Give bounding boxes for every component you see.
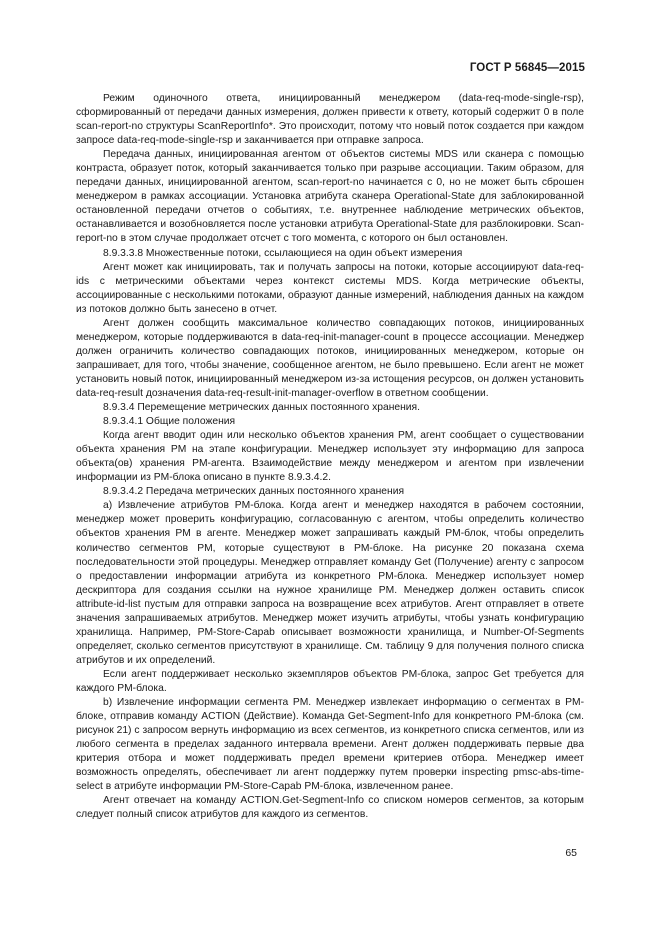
page-number: 65 — [565, 847, 577, 859]
section-heading: 8.9.3.3.8 Множественные потоки, ссылающиеся на один объект измерения — [103, 247, 463, 259]
paragraph: Агент может как инициировать, так и получать запросы на потоки, которые ассоциируют data-req-ids с метрическими объектами через контекст системы MDS. Когда метрические объекты, ассоциированные с несколькими потоками, образуют данные измерений, наблюдения данных на каждом из потоков должно быть занесено в отчет. — [76, 261, 584, 315]
paragraph: Агент должен сообщить максимальное количество совпадающих потоков, инициированных менеджером, которые поддерживаются в data-req-init-manager-count в процессе ассоциации. Менеджер должен ограничить количество совпадающих потоков, инициированных менеджером, которые он запрашивает, для того, чтобы значение, сообщенное агентом, не было превышено. Если агент не может установить новый поток, инициированный менеджером из-за истощения ресурсов, он должен установить data-req-result дозначения data-req-result-init-manager-overflow в ответном сообщении. — [76, 317, 584, 399]
paragraph: Режим одиночного ответа, инициированный менеджером (data-req-mode-single-rsp), сформированный от передачи данных измерения, должен привести к ответу, который содержит 0 в поле scan-report-no структуры ScanReportInfo*. Это происходит, потому что новый поток создается при каждом запросе data-req-mode-single-rsp и заканчивается при отправке запроса. — [76, 93, 584, 147]
paragraph: b) Извлечение информации сегмента PM. Менеджер извлекает информацию о сегментах в PM-блоке, отправив команду ACTION (Действие). Команда Get-Segment-Info для конкретного PM-блока (см. рисунок 21) с запросом вернуть информацию из всех сегментов, из конкретного списка сегментов, или из любого сегмента в пределах заданного интервала времени. Агент должен поддерживать первые два критерия отбора и может поддерживать предел времени критериев отбора. Менеджер имеет возможность определять, обеспечивает ли агент поддержку путем проверки inspecting pmsc-abs-time-select в атрибуте информации PM-Store-Capab PM-блока, извлеченном ранее. — [76, 697, 584, 793]
section-heading: 8.9.3.4.2 Передача метрических данных постоянного хранения — [103, 486, 405, 498]
section-heading: 8.9.3.4 Перемещение метрических данных постоянного хранения. — [103, 402, 420, 414]
document-body — [76, 92, 584, 822]
paragraph: a) Извлечение атрибутов PM-блока. Когда агент и менеджер находятся в рабочем состоянии, менеджер может проверить конфигурацию, согласованную с агентом, чтобы определить количество объектов хранения PM в агенте. Менеджер может запрашивать каждый PM-блок, чтобы определить количество сегментов PM, которые существуют в PM-блоке. На рисунке 20 показана схема последовательности этой процедуры. Менеджер отправляет команду Get (Получение) агенту с запросом о предоставлении информации атрибута из конкретного PM-блока. Менеджер использует номер дескриптора для создания ссылки на нужное хранилище PM. Менеджер должен оставить список attribute-id-list пустым для отправки запроса на возвращение всех атрибутов. Агент отправляет в ответе значения запрашиваемых атрибутов. Менеджер может изучить атрибуты, чтобы узнать конфигурацию хранилища. Например, PM-Store-Capab описывает возможности хранилища, и Number-Of-Segments определяет, сколько сегментов присутствуют в хранилище. См. таблицу 9 для получения полного списка атрибутов и их определений. — [76, 500, 584, 666]
paragraph: Передача данных, инициированная агентом от объектов системы MDS или сканера с помощью контраста, образует поток, который заканчивается только при разрыве ассоциации. Таким образом, для передачи данных, инициированной агентом, scan-report-no начинается с 0, но не может быть сброшен менеджером в рамках ассоциации. Установка атрибута сканера Operational-State для заблокированной остановленной передачи отчетов о событиях, т.е. внутреннее наблюдение метрических объектов, останавливается и возобновляется после установки атрибута Operational-State для разблокировки. Scan-report-no в этом случае продолжает отсчет с того момента, с которого он был остановлен. — [76, 149, 584, 245]
paragraph: Когда агент вводит один или несколько объектов хранения PM, агент сообщает о существовании объекта хранения PM на этапе конфигурации. Менеджер использует эту информацию для запроса объекта(ов) хранения PM-агента. Взаимодействие между менеджером и агентом при извлечении информации из PM-блока описано в пункте 8.9.3.4.2. — [76, 430, 584, 484]
paragraph: Если агент поддерживает несколько экземпляров объектов PM-блока, запрос Get требуется для каждого PM-блока. — [76, 668, 584, 694]
section-heading: 8.9.3.4.1 Общие положения — [103, 416, 236, 428]
standard-code: ГОСТ Р 56845—2015 — [469, 62, 585, 74]
paragraph: Агент отвечает на команду ACTION.Get-Segment-Info со списком номеров сегментов, за которым следует полный список атрибутов для каждого из сегментов. — [76, 795, 584, 821]
